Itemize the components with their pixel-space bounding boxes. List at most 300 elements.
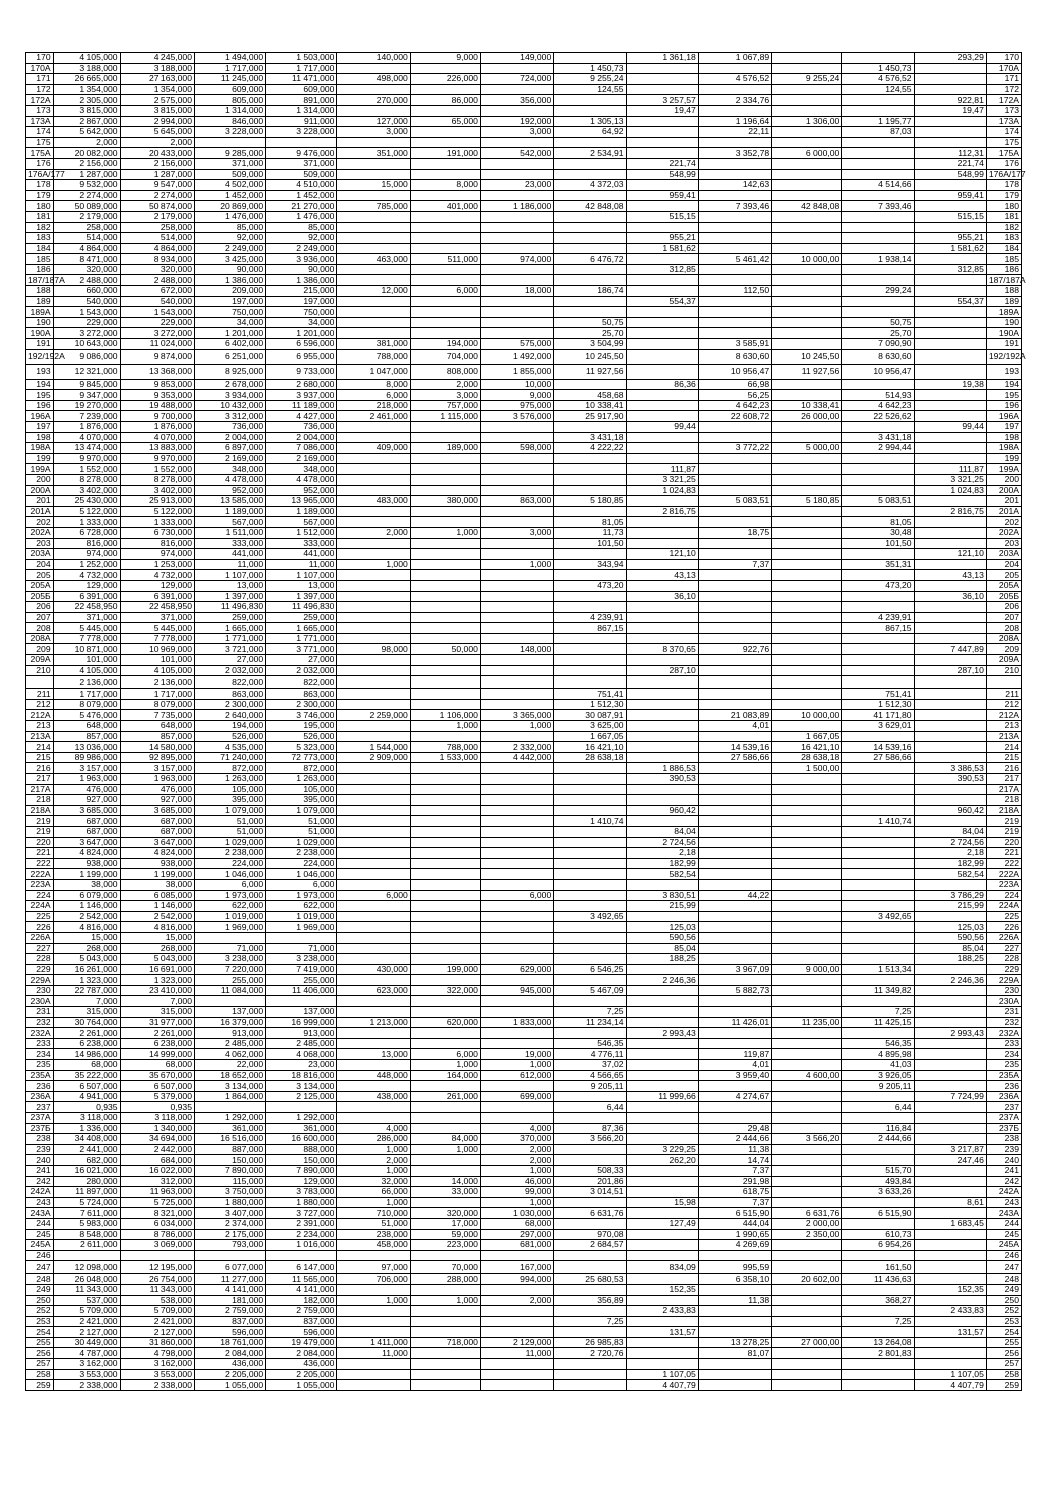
- value-col-9-cell: 2 433,83: [626, 1306, 698, 1317]
- value-col-8-cell: [554, 190, 626, 201]
- value-col-8-cell: [554, 1284, 626, 1295]
- value-col-4-cell: 736,000: [266, 422, 337, 433]
- value-col-10-cell: 3 959,40: [698, 1070, 771, 1081]
- table-row: [26, 1229, 1022, 1240]
- value-col-13-cell: [914, 1261, 986, 1274]
- value-col-10-cell: [698, 296, 771, 307]
- value-col-6-cell: [410, 1306, 480, 1317]
- value-col-1-cell: 22 787,000: [53, 985, 120, 996]
- value-col-3-cell: [194, 932, 265, 943]
- table-row: [26, 721, 1022, 732]
- value-col-13-cell: [914, 1250, 986, 1261]
- value-col-12-cell: 3 629,01: [842, 721, 914, 732]
- value-col-12-cell: [842, 1091, 914, 1102]
- value-col-9-cell: [626, 879, 698, 890]
- value-col-4-cell: 3 228,000: [266, 127, 337, 138]
- value-col-10-cell: 29,48: [698, 1123, 771, 1134]
- value-col-10-cell: 6 515,90: [698, 1208, 771, 1219]
- value-col-2-cell: 35 670,000: [120, 1070, 194, 1081]
- value-col-2-cell: 50 874,000: [120, 201, 194, 212]
- value-col-1-cell: 19 270,000: [53, 400, 120, 411]
- row-number-right-cell: 200A: [986, 485, 1021, 496]
- value-col-7-cell: [480, 954, 553, 965]
- value-col-11-cell: 42 848,08: [772, 201, 842, 212]
- value-col-11-cell: [772, 591, 842, 602]
- row-number-cell: 255: [26, 1337, 54, 1348]
- value-col-3-cell: 609,000: [194, 84, 265, 95]
- row-number-right-cell: 231: [986, 1007, 1021, 1018]
- value-col-7-cell: 1 492,000: [480, 349, 553, 364]
- value-col-13-cell: [914, 1274, 986, 1285]
- value-col-8-cell: [554, 655, 626, 666]
- row-number-right-cell: 232A: [986, 1028, 1021, 1039]
- value-col-2-cell: 12 195,000: [120, 1261, 194, 1274]
- value-col-8-cell: [554, 869, 626, 880]
- row-number-cell: 209: [26, 644, 54, 655]
- value-col-7-cell: 629,000: [480, 964, 553, 975]
- value-col-1-cell: 315,000: [53, 1007, 120, 1018]
- value-col-2-cell: 514,000: [120, 233, 194, 244]
- value-col-3-cell: 371,000: [194, 158, 265, 169]
- value-col-3-cell: 8 925,000: [194, 364, 265, 379]
- row-number-cell: 175: [26, 137, 54, 148]
- value-col-8-cell: 5 180,85: [554, 496, 626, 507]
- value-col-9-cell: [626, 602, 698, 613]
- value-col-3-cell: 7 220,000: [194, 964, 265, 975]
- value-col-5-cell: 458,000: [337, 1240, 410, 1251]
- value-col-8-cell: 3 566,20: [554, 1134, 626, 1145]
- value-col-7-cell: 598,000: [480, 443, 553, 454]
- value-col-12-cell: [842, 1144, 914, 1155]
- row-number-right-cell: 242A: [986, 1187, 1021, 1198]
- value-col-12-cell: [842, 996, 914, 1007]
- value-col-13-cell: [914, 731, 986, 742]
- value-col-2-cell: 2 156,000: [120, 158, 194, 169]
- value-col-5-cell: 4,000: [337, 1123, 410, 1134]
- value-col-10-cell: [698, 328, 771, 339]
- table-row: [26, 1060, 1022, 1071]
- value-col-4-cell: 952,000: [266, 485, 337, 496]
- value-col-10-cell: 27 586,66: [698, 752, 771, 763]
- value-col-4-cell: 21 270,000: [266, 201, 337, 212]
- value-col-10-cell: [698, 243, 771, 254]
- value-col-10-cell: 4,01: [698, 721, 771, 732]
- value-col-10-cell: 4,01: [698, 1060, 771, 1071]
- value-col-1-cell: 4 105,000: [53, 53, 120, 64]
- value-col-8-cell: [554, 243, 626, 254]
- value-col-3-cell: 1 314,000: [194, 105, 265, 116]
- value-col-3-cell: 2 640,000: [194, 710, 265, 721]
- value-col-5-cell: [337, 105, 410, 116]
- value-col-6-cell: [410, 1165, 480, 1176]
- value-col-6-cell: [410, 655, 480, 666]
- value-col-12-cell: [842, 222, 914, 233]
- table-row: [26, 1187, 1022, 1198]
- value-col-4-cell: 13,000: [266, 580, 337, 591]
- row-number-right-cell: 235: [986, 1060, 1021, 1071]
- value-col-13-cell: [914, 1337, 986, 1348]
- value-col-10-cell: 3 585,91: [698, 339, 771, 350]
- value-col-9-cell: [626, 148, 698, 159]
- value-col-12-cell: 11 425,15: [842, 1017, 914, 1028]
- row-number-cell: 232: [26, 1017, 54, 1028]
- value-col-12-cell: [842, 954, 914, 965]
- value-col-8-cell: 28 638,18: [554, 752, 626, 763]
- value-col-1-cell: 3 685,000: [53, 805, 120, 816]
- value-col-13-cell: 2 816,75: [914, 506, 986, 517]
- value-col-9-cell: [626, 1176, 698, 1187]
- value-col-10-cell: 18,75: [698, 527, 771, 538]
- row-number-right-cell: 176: [986, 158, 1021, 169]
- row-number-cell: 186: [26, 264, 54, 275]
- value-col-1-cell: 12 321,000: [53, 364, 120, 379]
- value-col-2-cell: 2 274,000: [120, 190, 194, 201]
- value-col-4-cell: 11 471,000: [266, 74, 337, 85]
- value-col-8-cell: 4 776,11: [554, 1049, 626, 1060]
- value-col-10-cell: [698, 848, 771, 859]
- value-col-4-cell: 13 965,000: [266, 496, 337, 507]
- value-col-5-cell: [337, 633, 410, 644]
- table-row: [26, 286, 1022, 297]
- value-col-12-cell: [842, 1284, 914, 1295]
- value-col-1-cell: 7 778,000: [53, 633, 120, 644]
- value-col-11-cell: [772, 816, 842, 827]
- value-col-10-cell: 13 278,25: [698, 1337, 771, 1348]
- value-col-8-cell: [554, 1091, 626, 1102]
- value-col-12-cell: [842, 975, 914, 986]
- row-number-right-cell: 252: [986, 1306, 1021, 1317]
- table-row: [26, 137, 1022, 148]
- value-col-5-cell: [337, 1359, 410, 1370]
- value-col-8-cell: [554, 53, 626, 64]
- value-col-1-cell: 30 449,000: [53, 1337, 120, 1348]
- value-col-4-cell: 259,000: [266, 612, 337, 623]
- row-number-cell: 238: [26, 1134, 54, 1145]
- value-col-13-cell: [914, 74, 986, 85]
- value-col-7-cell: 192,000: [480, 116, 553, 127]
- value-col-12-cell: 3 633,26: [842, 1187, 914, 1198]
- row-number-cell: 200A: [26, 485, 54, 496]
- value-col-1-cell: 9 347,000: [53, 390, 120, 401]
- value-col-1-cell: 857,000: [53, 731, 120, 742]
- value-col-1-cell: 6 079,000: [53, 890, 120, 901]
- row-number-cell: 182: [26, 222, 54, 233]
- value-col-6-cell: 9,000: [410, 53, 480, 64]
- value-col-1-cell: 13 474,000: [53, 443, 120, 454]
- value-col-10-cell: [698, 665, 771, 676]
- value-col-1-cell: 268,000: [53, 943, 120, 954]
- row-number-right-cell: 237: [986, 1102, 1021, 1113]
- value-col-11-cell: 6 000,00: [772, 148, 842, 159]
- value-col-10-cell: [698, 676, 771, 689]
- value-col-8-cell: [554, 506, 626, 517]
- table-row: [26, 296, 1022, 307]
- value-col-12-cell: 11 349,82: [842, 985, 914, 996]
- value-col-12-cell: [842, 506, 914, 517]
- value-col-2-cell: 1 146,000: [120, 901, 194, 912]
- value-col-11-cell: [772, 665, 842, 676]
- value-col-6-cell: [410, 158, 480, 169]
- value-col-2-cell: 9 700,000: [120, 411, 194, 422]
- value-col-10-cell: [698, 1359, 771, 1370]
- value-col-12-cell: [842, 485, 914, 496]
- value-col-2-cell: 8 079,000: [120, 699, 194, 710]
- row-number-cell: 208A: [26, 633, 54, 644]
- value-col-11-cell: [772, 901, 842, 912]
- value-col-3-cell: [194, 137, 265, 148]
- value-col-13-cell: [914, 390, 986, 401]
- value-col-12-cell: 3 926,05: [842, 1070, 914, 1081]
- row-number-right-cell: 248: [986, 1274, 1021, 1285]
- value-col-9-cell: [626, 286, 698, 297]
- value-col-2-cell: 9 853,000: [120, 379, 194, 390]
- table-row: [26, 996, 1022, 1007]
- value-col-7-cell: [480, 612, 553, 623]
- value-col-5-cell: [337, 975, 410, 986]
- value-col-10-cell: 10 956,47: [698, 364, 771, 379]
- value-col-5-cell: [337, 474, 410, 485]
- value-col-7-cell: 297,000: [480, 1229, 553, 1240]
- value-col-1-cell: 5 476,000: [53, 710, 120, 721]
- value-col-13-cell: 85,04: [914, 943, 986, 954]
- row-number-cell: 219: [26, 826, 54, 837]
- value-col-7-cell: [480, 243, 553, 254]
- value-col-2-cell: 31 977,000: [120, 1017, 194, 1028]
- value-col-3-cell: 18 761,000: [194, 1337, 265, 1348]
- value-col-11-cell: [772, 1007, 842, 1018]
- value-col-1-cell: 8 278,000: [53, 474, 120, 485]
- value-col-4-cell: 2 680,000: [266, 379, 337, 390]
- value-col-11-cell: [772, 328, 842, 339]
- value-col-10-cell: 4 576,52: [698, 74, 771, 85]
- table-row: [26, 422, 1022, 433]
- value-col-9-cell: 959,41: [626, 190, 698, 201]
- value-col-11-cell: [772, 1240, 842, 1251]
- row-number-right-cell: [986, 676, 1021, 689]
- value-col-6-cell: 401,000: [410, 201, 480, 212]
- row-number-cell: 230A: [26, 996, 54, 1007]
- value-col-13-cell: 2,18: [914, 848, 986, 859]
- value-col-7-cell: [480, 774, 553, 785]
- value-col-7-cell: 2 332,000: [480, 742, 553, 753]
- table-row: [26, 954, 1022, 965]
- value-col-7-cell: [480, 932, 553, 943]
- value-col-8-cell: 11 234,14: [554, 1017, 626, 1028]
- table-row: [26, 731, 1022, 742]
- value-col-10-cell: [698, 506, 771, 517]
- value-col-3-cell: 3 228,000: [194, 127, 265, 138]
- value-col-11-cell: 9 255,24: [772, 74, 842, 85]
- row-number-right-cell: 254: [986, 1327, 1021, 1338]
- row-number-cell: 237Б: [26, 1123, 54, 1134]
- value-col-10-cell: [698, 549, 771, 560]
- row-number-cell: 180: [26, 201, 54, 212]
- value-col-1-cell: 38,000: [53, 879, 120, 890]
- value-col-1-cell: 537,000: [53, 1295, 120, 1306]
- value-col-12-cell: [842, 633, 914, 644]
- value-col-10-cell: [698, 158, 771, 169]
- value-col-5-cell: [337, 570, 410, 581]
- value-col-13-cell: [914, 127, 986, 138]
- row-number-cell: 174: [26, 127, 54, 138]
- value-col-4-cell: 4 478,000: [266, 474, 337, 485]
- row-number-right-cell: 255: [986, 1337, 1021, 1348]
- value-col-11-cell: [772, 805, 842, 816]
- value-col-1-cell: 34 408,000: [53, 1134, 120, 1145]
- value-col-1-cell: 371,000: [53, 612, 120, 623]
- row-number-cell: 194: [26, 379, 54, 390]
- value-col-1-cell: 4 105,000: [53, 665, 120, 676]
- value-col-5-cell: 97,000: [337, 1261, 410, 1274]
- value-col-12-cell: 867,15: [842, 623, 914, 634]
- value-col-6-cell: [410, 296, 480, 307]
- value-col-12-cell: [842, 1359, 914, 1370]
- row-number-right-cell: 245A: [986, 1240, 1021, 1251]
- value-col-4-cell: 150,000: [266, 1155, 337, 1166]
- value-col-5-cell: 706,000: [337, 1274, 410, 1285]
- value-col-13-cell: 3 386,53: [914, 763, 986, 774]
- value-col-1-cell: 11 897,000: [53, 1187, 120, 1198]
- value-col-3-cell: 85,000: [194, 222, 265, 233]
- value-col-10-cell: [698, 84, 771, 95]
- value-col-2-cell: 687,000: [120, 816, 194, 827]
- value-col-8-cell: [554, 975, 626, 986]
- value-col-1-cell: 101,000: [53, 655, 120, 666]
- value-col-5-cell: [337, 580, 410, 591]
- value-col-10-cell: [698, 858, 771, 869]
- value-col-7-cell: [480, 328, 553, 339]
- value-col-5-cell: [337, 1038, 410, 1049]
- value-col-13-cell: 1 024,83: [914, 485, 986, 496]
- table-row: [26, 1369, 1022, 1380]
- value-col-12-cell: 30,48: [842, 527, 914, 538]
- value-col-9-cell: 262,20: [626, 1155, 698, 1166]
- row-number-right-cell: 199: [986, 453, 1021, 464]
- value-col-6-cell: [410, 307, 480, 318]
- value-col-3-cell: 2 759,000: [194, 1306, 265, 1317]
- table-row: [26, 710, 1022, 721]
- value-col-10-cell: [698, 612, 771, 623]
- value-col-5-cell: 463,000: [337, 254, 410, 265]
- table-row: [26, 105, 1022, 116]
- table-row: [26, 964, 1022, 975]
- value-col-13-cell: [914, 1123, 986, 1134]
- value-col-10-cell: [698, 453, 771, 464]
- value-col-10-cell: 1 196,64: [698, 116, 771, 127]
- value-col-5-cell: 430,000: [337, 964, 410, 975]
- value-col-11-cell: [772, 264, 842, 275]
- value-col-9-cell: [626, 328, 698, 339]
- table-row: [26, 169, 1022, 180]
- value-col-9-cell: 188,25: [626, 954, 698, 965]
- value-col-2-cell: 1 323,000: [120, 975, 194, 986]
- value-col-9-cell: 84,04: [626, 826, 698, 837]
- value-col-1-cell: 15,000: [53, 932, 120, 943]
- value-col-3-cell: 6,000: [194, 879, 265, 890]
- row-number-right-cell: 203: [986, 538, 1021, 549]
- value-col-1-cell: 4 732,000: [53, 570, 120, 581]
- row-number-cell: 244: [26, 1218, 54, 1229]
- value-col-5-cell: [337, 795, 410, 806]
- value-col-8-cell: [554, 633, 626, 644]
- value-col-7-cell: 681,000: [480, 1240, 553, 1251]
- value-col-5-cell: [337, 699, 410, 710]
- value-col-7-cell: [480, 1038, 553, 1049]
- table-row: [26, 1081, 1022, 1092]
- value-col-7-cell: [480, 233, 553, 244]
- value-col-8-cell: 3 492,65: [554, 911, 626, 922]
- value-col-5-cell: 1,000: [337, 1295, 410, 1306]
- row-number-right-cell: 212A: [986, 710, 1021, 721]
- value-col-11-cell: [772, 1060, 842, 1071]
- value-col-7-cell: 3 576,000: [480, 411, 553, 422]
- row-number-right-cell: 171: [986, 74, 1021, 85]
- value-col-8-cell: [554, 676, 626, 689]
- value-col-7-cell: [480, 826, 553, 837]
- row-number-cell: 245A: [26, 1240, 54, 1251]
- value-col-12-cell: 8 630,60: [842, 349, 914, 364]
- value-col-5-cell: 13,000: [337, 1049, 410, 1060]
- value-col-3-cell: 4 141,000: [194, 1284, 265, 1295]
- value-col-11-cell: 1 500,00: [772, 763, 842, 774]
- value-col-9-cell: 152,35: [626, 1284, 698, 1295]
- value-col-3-cell: 4 478,000: [194, 474, 265, 485]
- value-col-5-cell: [337, 816, 410, 827]
- row-number-cell: 259: [26, 1380, 54, 1391]
- row-number-right-cell: 259: [986, 1380, 1021, 1391]
- value-col-3-cell: 3 721,000: [194, 644, 265, 655]
- value-col-1-cell: 10 643,000: [53, 339, 120, 350]
- value-col-4-cell: 596,000: [266, 1327, 337, 1338]
- value-col-2-cell: 268,000: [120, 943, 194, 954]
- value-col-8-cell: 1 450,73: [554, 63, 626, 74]
- value-col-3-cell: [194, 1250, 265, 1261]
- value-col-4-cell: 3 936,000: [266, 254, 337, 265]
- table-row: [26, 339, 1022, 350]
- value-col-12-cell: [842, 848, 914, 859]
- value-col-2-cell: 1 354,000: [120, 84, 194, 95]
- value-col-1-cell: 1 333,000: [53, 517, 120, 528]
- row-number-cell: 219: [26, 816, 54, 827]
- value-col-8-cell: 9 255,24: [554, 74, 626, 85]
- row-number-cell: 210: [26, 665, 54, 676]
- value-col-12-cell: [842, 1306, 914, 1317]
- value-col-1-cell: 2 867,000: [53, 116, 120, 127]
- value-col-11-cell: [772, 63, 842, 74]
- value-col-1-cell: 22 458,950: [53, 602, 120, 613]
- value-col-1-cell: 5 043,000: [53, 954, 120, 965]
- value-col-6-cell: [410, 264, 480, 275]
- value-col-11-cell: [772, 390, 842, 401]
- value-col-5-cell: [337, 623, 410, 634]
- value-col-2-cell: 7 735,000: [120, 710, 194, 721]
- value-col-8-cell: [554, 307, 626, 318]
- row-number-right-cell: 189: [986, 296, 1021, 307]
- row-number-right-cell: 256: [986, 1348, 1021, 1359]
- value-col-7-cell: [480, 1306, 553, 1317]
- table-row: [26, 1144, 1022, 1155]
- value-col-10-cell: [698, 699, 771, 710]
- value-col-8-cell: 7,25: [554, 1007, 626, 1018]
- value-col-3-cell: 11 496,830: [194, 602, 265, 613]
- value-col-2-cell: 3 815,000: [120, 105, 194, 116]
- row-number-right-cell: 257: [986, 1359, 1021, 1370]
- row-number-cell: 247: [26, 1261, 54, 1274]
- value-col-11-cell: [772, 985, 842, 996]
- table-row: [26, 307, 1022, 318]
- value-col-9-cell: [626, 222, 698, 233]
- value-col-7-cell: 18,000: [480, 286, 553, 297]
